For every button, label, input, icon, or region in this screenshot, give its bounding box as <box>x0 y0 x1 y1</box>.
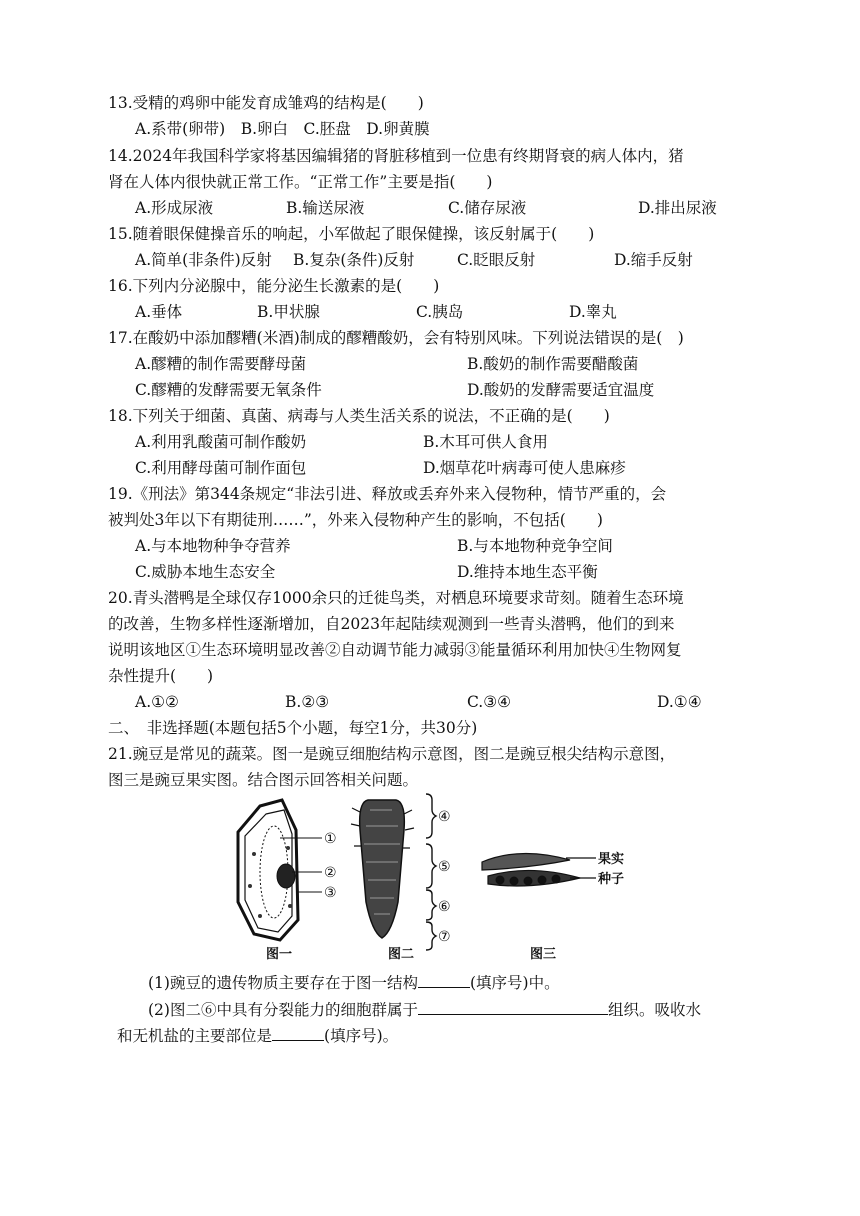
q15-option-b: B.复杂(条件)反射 <box>293 251 415 269</box>
q13-stem: 13.受精的鸡卵中能发育成雏鸡的结构是( ) <box>108 94 424 112</box>
q21-sub2-text-a: (2)图二⑥中具有分裂能力的细胞群属于 <box>148 1001 418 1019</box>
root-label-5: ⑤ <box>438 859 451 875</box>
q19-option-a: A.与本地物种争夺营养 <box>135 537 291 555</box>
q21-stem-line2: 图三是豌豆果实图。结合图示回答相关问题。 <box>108 771 419 789</box>
q16-option-b: B.甲状腺 <box>257 303 320 321</box>
section2-heading: 二、 非选择题(本题包括5个小题，每空1分，共30分) <box>108 719 478 737</box>
q19-stem-line1: 19.《刑法》第344条规定“非法引进、释放或丢弃外来入侵物种，情节严重的，会 <box>108 485 667 503</box>
q14-option-c: C.储存尿液 <box>448 199 527 217</box>
q17-option-c: C.醪糟的发酵需要无氧条件 <box>135 381 322 399</box>
q16-option-d: D.睾丸 <box>569 303 617 321</box>
root-label-4: ④ <box>438 809 451 825</box>
caption-fig3: 图三 <box>530 947 557 962</box>
q17-option-b: B.酸奶的制作需要醋酸菌 <box>467 355 639 373</box>
root-label-6: ⑥ <box>438 899 451 915</box>
cell-label-2: ② <box>324 865 337 881</box>
q14-option-d: D.排出尿液 <box>638 199 717 217</box>
q21-sub1-blank[interactable] <box>418 971 470 988</box>
q20-option-b: B.②③ <box>285 693 330 711</box>
q21-sub2-text-b: 组织。吸收水 <box>607 1001 701 1019</box>
q19-option-c: C.威胁本地生态安全 <box>135 563 276 581</box>
root-brackets <box>426 794 436 950</box>
caption-fig2: 图二 <box>388 947 415 962</box>
q17-stem: 17.在酸奶中添加醪糟(米酒)制成的醪糟酸奶，会有特别风味。下列说法错误的是( ) <box>108 329 684 347</box>
q21-sub2-text-c: 和无机盐的主要部位是 <box>117 1027 273 1045</box>
q21-sub1-text-a: (1)豌豆的遗传物质主要存在于图一结构 <box>148 974 418 992</box>
q14-option-b: B.输送尿液 <box>286 199 365 217</box>
q18-option-b: B.木耳可供人食用 <box>423 433 548 451</box>
root-label-7: ⑦ <box>438 929 451 945</box>
q17-option-a: A.醪糟的制作需要酵母菌 <box>135 355 307 373</box>
q19-option-b: B.与本地物种竞争空间 <box>457 537 613 555</box>
q13-options: A.系带(卵带) B.卵白 C.胚盘 D.卵黄膜 <box>135 120 430 138</box>
q14-stem-line2: 肾在人体内很快就正常工作。“正常工作”主要是指( ) <box>108 173 493 191</box>
q18-option-c: C.利用酵母菌可制作面包 <box>135 459 307 477</box>
cell-label-1: ① <box>324 831 337 847</box>
root-labels <box>438 809 451 945</box>
q20-option-d: D.①④ <box>657 693 702 711</box>
q14-stem-line1: 14.2024年我国科学家将基因编辑猪的肾脏移植到一位患有终期肾衰的病人体内，猪 <box>108 147 684 165</box>
q14-option-a: A.形成尿液 <box>135 199 214 217</box>
q20-option-a: A.①② <box>135 693 179 711</box>
root-tip-diagram <box>351 800 414 938</box>
q21-sub2-blank1[interactable] <box>418 998 608 1015</box>
q21-sub1-text-b: (填序号)中。 <box>469 974 560 992</box>
cell-label-3: ③ <box>324 885 337 901</box>
q18-option-d: D.烟草花叶病毒可使人患麻疹 <box>423 459 626 477</box>
q17-option-d: D.酸奶的发酵需要适宜温度 <box>467 381 655 399</box>
q16-stem: 16.下列内分泌腺中，能分泌生长激素的是( ) <box>108 277 440 295</box>
q21-sub1 <box>148 971 560 994</box>
q20-stem-line2: 的改善，生物多样性逐渐增加，自2023年起陆续观测到一些青头潜鸭，他们的到来 <box>108 615 675 633</box>
q19-option-d: D.维持本地生态平衡 <box>457 563 598 581</box>
q15-option-d: D.缩手反射 <box>614 251 693 269</box>
fruit-labels <box>597 851 624 887</box>
q16-option-c: C.胰岛 <box>416 303 464 321</box>
seed-label: 种子 <box>598 872 625 887</box>
pea-diagrams <box>230 790 650 965</box>
q20-stem-line3: 说明该地区①生态环境明显改善②自动调节能力减弱③能量循环利用加快④生物网复 <box>108 641 682 659</box>
plant-cell-diagram <box>238 800 322 940</box>
q21-sub2-cont <box>117 1024 398 1047</box>
q15-option-a: A.简单(非条件)反射 <box>135 251 272 269</box>
cell-labels <box>324 831 337 901</box>
q20-option-c: C.③④ <box>467 693 512 711</box>
q15-option-c: C.眨眼反射 <box>457 251 536 269</box>
q21-sub2 <box>148 998 701 1021</box>
fruit-label: 果实 <box>598 852 625 867</box>
q21-sub2-text-d: (填序号)。 <box>324 1027 399 1045</box>
q21-stem-line1: 21.豌豆是常见的蔬菜。图一是豌豆细胞结构示意图，图二是豌豆根尖结构示意图， <box>108 745 676 763</box>
q21-sub2-blank2[interactable] <box>272 1024 324 1041</box>
q19-stem-line2: 被判处3年以下有期徒刑……”，外来入侵物种产生的影响，不包括( ) <box>108 511 603 529</box>
pea-pod-diagram <box>482 853 596 886</box>
q16-option-a: A.垂体 <box>135 303 183 321</box>
caption-fig1: 图一 <box>266 947 293 962</box>
q20-stem-line1: 20.青头潜鸭是全球仅存1000余只的迁徙鸟类，对栖息环境要求苛刻。随着生态环境 <box>108 589 684 607</box>
q20-stem-line4: 杂性提升( ) <box>108 667 214 685</box>
q18-option-a: A.利用乳酸菌可制作酸奶 <box>135 433 307 451</box>
q18-stem: 18.下列关于细菌、真菌、病毒与人类生活关系的说法，不正确的是( ) <box>108 407 610 425</box>
q21-figure <box>230 790 650 965</box>
q15-stem: 15.随着眼保健操音乐的响起，小军做起了眼保健操，该反射属于( ) <box>108 225 595 243</box>
